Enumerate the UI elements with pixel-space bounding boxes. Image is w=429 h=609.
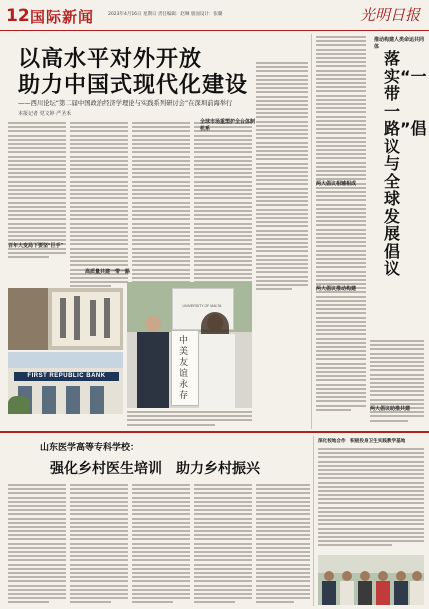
lead-headline-2: 助力中国式现代化建设 (18, 73, 249, 98)
bottom-body-col-2 (70, 484, 128, 605)
scroll-text: 中美友谊永存 (179, 336, 189, 401)
lead-body-col-3 (132, 122, 190, 290)
bank-sign: FIRST REPUBLIC BANK (14, 372, 119, 381)
bottom-title-kicker: 山东医学高等专科学校： (40, 443, 140, 453)
page-number: 12 (6, 6, 30, 26)
bottom-body-col-4 (194, 484, 252, 605)
scroll-ceremony-photo (127, 282, 252, 408)
section-title: 国际新闻 (30, 8, 95, 26)
lead-headline-1: 以高水平对外开放 (18, 47, 203, 72)
sidebar-body-col-1 (316, 36, 366, 413)
sidebar-subhead-2: 两大倡议推动构建 (316, 286, 357, 292)
bottom-body-col-3 (132, 484, 190, 605)
mid-subhead: 百年大变局下要坚“巨手” (8, 243, 64, 249)
sidebar-subhead-1: 两大倡议相辅相成 (316, 181, 357, 187)
lead-byline: 本报记者 党文婷 严圣禾 (18, 111, 72, 117)
bottom-right-body (318, 448, 424, 549)
header-meta: 2023年4月16日 星期日 责任编辑：赵琳 版面设计：张璐 (108, 12, 223, 17)
banner-text: UNIVERSITY OF MALTA (182, 304, 222, 308)
lead-body-col-1 (8, 122, 66, 260)
bottom-title: 强化乡村医生培训 助力乡村振兴 (50, 461, 260, 477)
bottom-body-col-5 (256, 484, 310, 605)
bottom-right-kicker: 深化校地合作 积极投身卫生实践教学基地 (318, 439, 406, 444)
lead-body-col-4 (194, 122, 252, 290)
group-photo (318, 555, 424, 605)
sidebar-kicker: 推动构建人类命运共同体 (374, 37, 425, 50)
right-subhead: 全球市场重塑护全台体制机系 (200, 119, 256, 132)
lead-subhead: ——西川论坛“第二届中国政治经济学理论与实践系列研讨会”在深圳前海举行 (18, 100, 233, 107)
page-header (0, 0, 429, 31)
masthead: 光明日报 (360, 6, 421, 24)
bank-photo (8, 352, 123, 414)
lead-body-col-5 (256, 62, 308, 292)
sidebar-headline: 落实“一带一路”倡议与全球发展倡议 (384, 49, 427, 278)
lead-body-col-2 (70, 122, 131, 290)
bottom-body-col-1 (8, 484, 66, 605)
calligraphy-photo (8, 288, 123, 350)
photo-caption (127, 411, 252, 428)
mid-subhead-2: 高质量共建一带一路 (85, 269, 131, 275)
sidebar-subhead-3: 两大倡议助推共建 (370, 406, 411, 412)
